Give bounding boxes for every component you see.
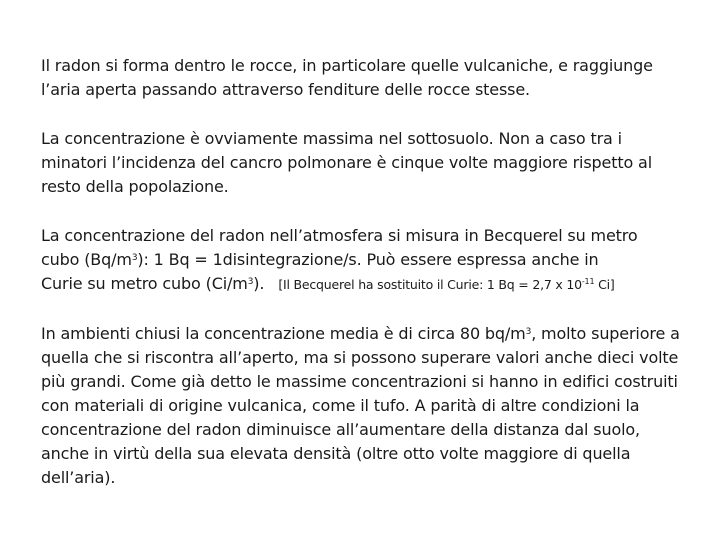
paragraph-measurement-units: [41, 224, 691, 297]
units-line-3-sup: 3: [247, 277, 254, 287]
indoor-text-b: , molto superiore a quella che si riscontra all’aperto, ma si possono superare valori anche dieci volte più grandi. Come già detto le massime concentrazioni si hanno in edifici costruiti con materiali di origine vulcanica, come il tufo. A parità di altre condizioni la concentrazione del radon diminuisce all’aumentare della distanza dal suolo, anche in virtù della sua elevata densità (oltre otto volte maggiore di quella dell’aria).: [41, 324, 680, 487]
note-text-a: [Il Becquerel ha sostituito il Curie: 1 Bq = 2,7 x 10: [278, 277, 582, 292]
note-exponent: -11: [581, 277, 595, 286]
units-line-2-sup: 3: [131, 253, 138, 263]
slide-body: [41, 54, 691, 490]
indoor-text-a: In ambienti chiusi la concentrazione media è di circa 80 bq/m: [41, 324, 526, 343]
note-text-b: Ci]: [594, 277, 615, 292]
units-line-3a: Curie su metro cubo (Ci/m: [41, 274, 248, 293]
paragraph-underground-concentration: La concentrazione è ovviamente massima nel sottosuolo. Non a caso tra i minatori l’incidenza del cancro polmonare è cinque volte maggiore rispetto al resto della popolazione.: [41, 129, 652, 196]
units-line-3b: ).: [253, 274, 265, 293]
conversion-note: [278, 277, 614, 292]
paragraph-radon-origin: Il radon si forma dentro le rocce, in particolare quelle vulcaniche, e raggiunge l’aria aperta passando attraverso fenditure delle rocce stesse.: [41, 56, 653, 99]
indoor-sup: 3: [525, 327, 532, 337]
units-line-1: La concentrazione del radon nell’atmosfera si misura in Becquerel su metro: [41, 226, 638, 245]
units-line-2a: cubo (Bq/m: [41, 250, 132, 269]
paragraph-indoor-concentration: [41, 322, 691, 490]
units-line-2b: ): 1 Bq = 1disintegrazione/s. Può essere espressa anche in: [137, 250, 599, 269]
